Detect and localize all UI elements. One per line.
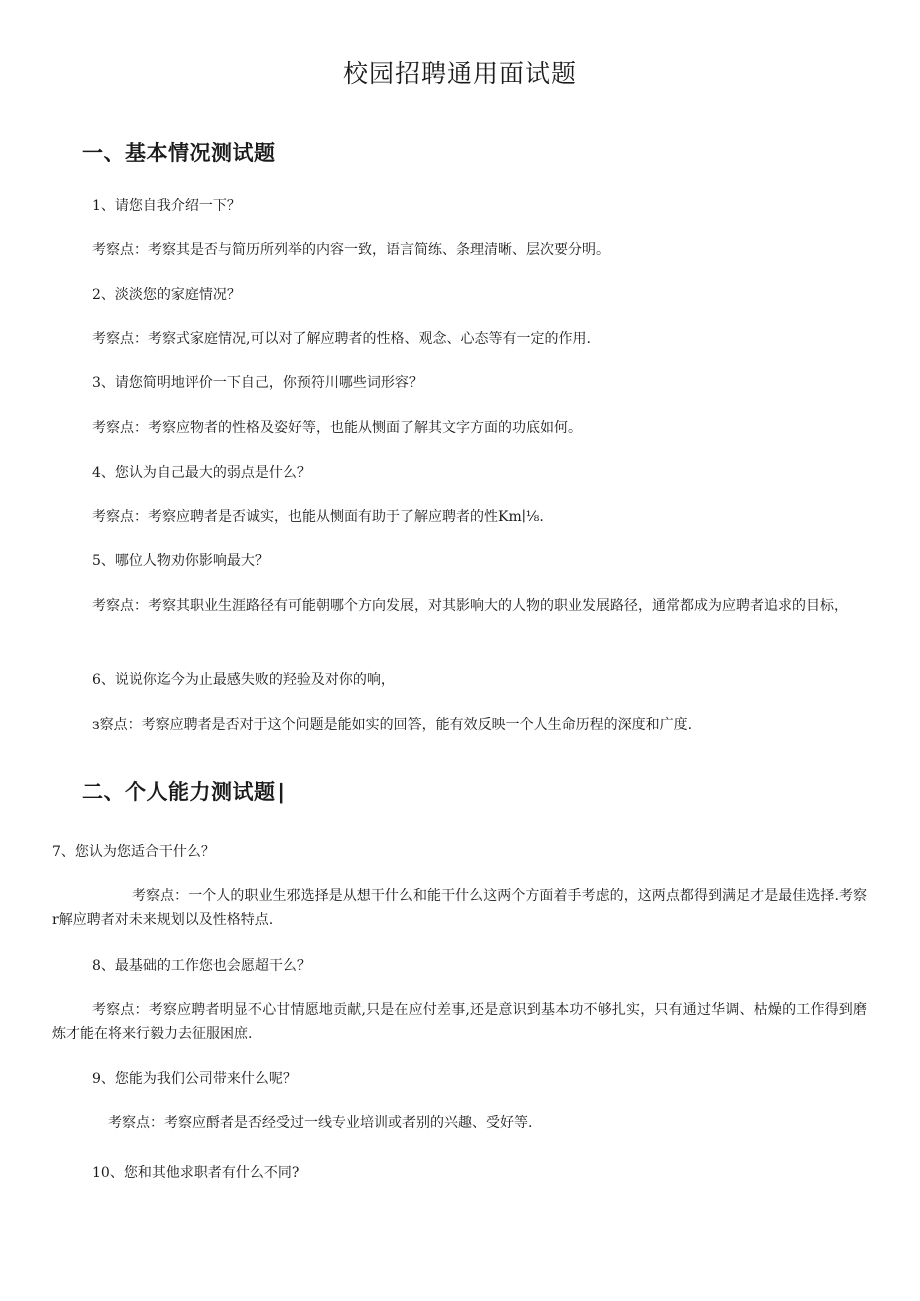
section-heading-ability: 二、个人能力测试题∣ bbox=[82, 780, 287, 804]
answer-8: 考察点：考察应聘者明显不心甘情愿地贡献,只是在应付差事,还是意识到基本功不够扎实，只有通过华调、枯燥的工作得到磨炼才能在将来行毅力去征服困庶. bbox=[52, 1002, 867, 1042]
question-6: 6、说说你迄今为止最感失败的羟验及对你的响， bbox=[92, 672, 395, 688]
question-1: 1、请您自我介绍一下？ bbox=[92, 198, 241, 214]
question-4: 4、您认为自己最大的弱点是什么？ bbox=[92, 465, 311, 481]
question-5: 5、哪位人物劝你影响最大？ bbox=[92, 553, 269, 569]
answer-5: 考察点：考察其职业生涯路径有可能朝哪个方向发展，对其影响大的人物的职业发展路径，通常都成为应聘者追求的目标， bbox=[92, 598, 848, 614]
question-3: 3、请您简明地评价一下自己，你预符川哪些词形容？ bbox=[92, 375, 423, 391]
answer-9: 考察点：考察应酹者是否经受过一线专业培训或者别的兴趣、受好等. bbox=[108, 1115, 533, 1131]
document-title: 校园招聘通用面试题 bbox=[342, 59, 577, 88]
answer-2: 考察点：考察式家庭情况,可以对了解应聘者的性格、观念、心态等有一定的作用. bbox=[92, 331, 591, 347]
answer-3: 考察点：考察应物者的性格及姿好等，也能从恻面了解其文字方面的功底如何。 bbox=[92, 420, 582, 436]
section-heading-basic: 一、基本情况测试题 bbox=[82, 141, 276, 165]
answer-4: 考察点：考察应聘者是否诚实，也能从恻面有助于了解应聘者的性Km∣⅛. bbox=[92, 509, 544, 525]
question-8: 8、最基础的工作您也会愿超干么？ bbox=[92, 958, 311, 974]
question-9: 9、您能为我们公司带来什么呢？ bbox=[92, 1071, 297, 1087]
question-2: 2、淡淡您的家庭情况？ bbox=[92, 287, 241, 303]
question-10: 10、您和其他求职者有什么不同? bbox=[92, 1165, 300, 1181]
question-7: 7、您认为您适合干什么？ bbox=[52, 844, 215, 860]
answer-7: 考察点：一个人的职业生邪选择是从想干什么和能干什么这两个方面着手考虑的，这两点都得到满足才是最佳选择.考察r解应聘者对未来规划以及性格特点. bbox=[52, 888, 867, 928]
answer-6: з察点：考察应聘者是否对于这个问题是能如实的回答，能有效反映一个人生命历程的深度和广度. bbox=[92, 717, 693, 733]
answer-1: 考察点：考察其是否与简历所列举的内容一致，语言简练、条理清晰、层次要分明。 bbox=[92, 242, 610, 258]
